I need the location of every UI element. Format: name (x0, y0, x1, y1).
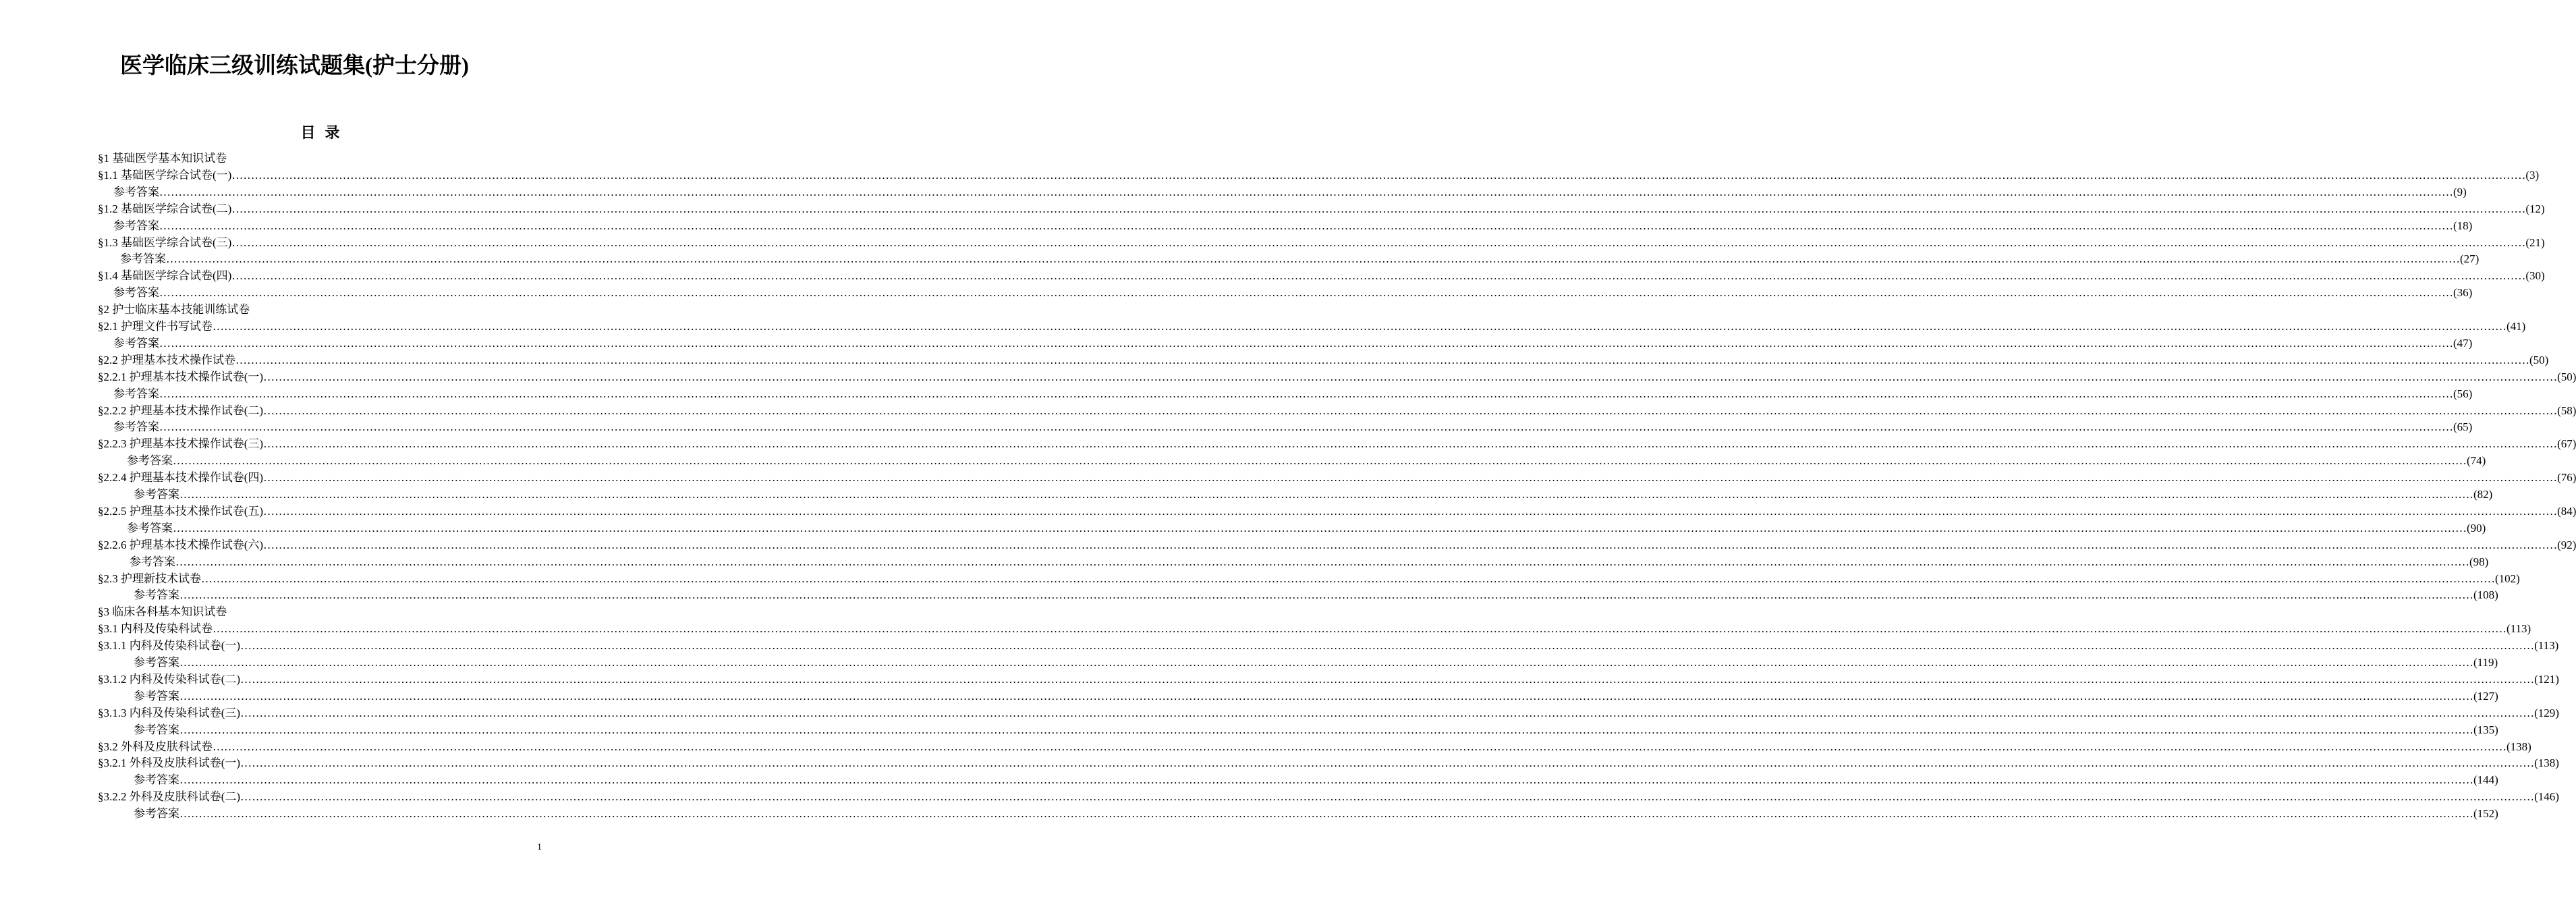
toc-entry-label: §1.1 基础医学综合试卷(一) (98, 168, 232, 182)
toc-entry-label: §2.2.4 护理基本技术操作试卷(四) (98, 471, 264, 485)
toc-entry-page: (119) (2473, 656, 2498, 669)
toc-entry-page: (27) (2460, 252, 2480, 266)
toc-leader-dots: …………………………………………………………………………………………………………………………………………………………………………………………………………………………………………………………………………………………………………………………………………………………………………………………………………………………………………………………………………………………………………………………………………………… (263, 370, 2558, 383)
toc-entry-page: (146) (2534, 790, 2559, 804)
toc-leader-dots: …………………………………………………………………………………………………………………………………………………………………………………………………………………………………………………………………………………………………………………………………………………………………………………………………………………………………………………………………………………………………………………………………………………… (263, 437, 2558, 451)
toc-leader-dots: …………………………………………………………………………………………………………………………………………………………………………………………………………………………………………………………………………………………………………………………………………………………………………………………………………………………………………………………………………………………………………………………………………………… (179, 488, 2473, 501)
toc-leader-dots: …………………………………………………………………………………………………………………………………………………………………………………………………………………………………………………………………………………………………………………………………………………………………………………………………………………………………………………………………………………………………………………………………………………… (231, 168, 2526, 182)
toc-leader-dots: …………………………………………………………………………………………………………………………………………………………………………………………………………………………………………………………………………………………………………………………………………………………………………………………………………………………………………………………………………………………………………………………………………………… (179, 807, 2473, 821)
toc-entry-label: 参考答案 (134, 488, 179, 501)
toc-entry-label: 参考答案 (113, 185, 159, 198)
toc-entry-page: (50) (2529, 353, 2549, 366)
toc-entry-page: (138) (2534, 757, 2559, 770)
toc-leader-dots: …………………………………………………………………………………………………………………………………………………………………………………………………………………………………………………………………………………………………………………………………………………………………………………………………………………………………………………………………………………………………………………………………………………… (159, 387, 2453, 400)
toc-entry-label: §2.2.1 护理基本技术操作试卷(一) (98, 370, 264, 383)
toc-entry-label: §3.1.2 内科及传染科试卷(二) (98, 672, 241, 686)
toc-entry-page: (50) (2557, 370, 2576, 383)
toc-entry-label: 参考答案 (113, 286, 159, 300)
toc-leader-dots: …………………………………………………………………………………………………………………………………………………………………………………………………………………………………………………………………………………………………………………………………………………………………………………………………………………………………………………………………………………………………………………………………………………… (173, 521, 2467, 534)
toc-entry-label: §2.2.3 护理基本技术操作试卷(三) (98, 437, 264, 451)
toc-entry-label: §2.2.5 护理基本技术操作试卷(五) (98, 504, 264, 518)
toc-entry[interactable] (98, 570, 2520, 587)
toc-leader-dots: …………………………………………………………………………………………………………………………………………………………………………………………………………………………………………………………………………………………………………………………………………………………………………………………………………………………………………………………………………………………………………………………………………………… (240, 757, 2535, 770)
toc-leader-dots: …………………………………………………………………………………………………………………………………………………………………………………………………………………………………………………………………………………………………………………………………………………………………………………………………………………………………………………………………………………………………………………………………………………… (213, 320, 2507, 333)
toc-entry[interactable] (98, 234, 2545, 251)
toc-leader-dots: …………………………………………………………………………………………………………………………………………………………………………………………………………………………………………………………………………………………………………………………………………………………………………………………………………………………………………………………………………………………………………………………………………………… (179, 723, 2473, 736)
toc-entry-label: 参考答案 (127, 521, 173, 534)
toc-entry-label: §2.2 护理基本技术操作试卷 (98, 353, 235, 366)
toc-entry-label: 参考答案 (134, 689, 179, 703)
toc-entry-page: (144) (2473, 773, 2498, 787)
toc-entry-label: 参考答案 (134, 656, 179, 669)
toc-entry[interactable] (98, 167, 2540, 184)
toc-entry-page: (76) (2557, 471, 2576, 485)
toc-entry[interactable] (98, 301, 250, 318)
toc-entry-label: §1.2 基础医学综合试卷(二) (98, 202, 232, 215)
toc-entry-label: 参考答案 (134, 773, 179, 787)
toc-entry-page: (36) (2453, 286, 2473, 300)
toc-entry-page: (21) (2525, 236, 2545, 249)
toc-entry[interactable] (120, 250, 2480, 267)
toc-entry-page: (92) (2557, 538, 2576, 551)
toc-entry[interactable] (134, 486, 2493, 503)
toc-leader-dots: …………………………………………………………………………………………………………………………………………………………………………………………………………………………………………………………………………………………………………………………………………………………………………………………………………………………………………………………………………………………………………………………………………………… (240, 639, 2535, 653)
toc-leader-dots: …………………………………………………………………………………………………………………………………………………………………………………………………………………………………………………………………………………………………………………………………………………………………………………………………………………………………………………………………………………………………………………………………………………… (240, 706, 2535, 719)
toc-heading: 目 录 (300, 124, 341, 141)
toc-entry-label: §2.2.2 护理基本技术操作试卷(二) (98, 404, 264, 417)
toc-entry-page: (74) (2467, 454, 2486, 468)
toc-entry[interactable] (113, 385, 2473, 402)
toc-entry-page: (65) (2453, 420, 2473, 434)
toc-entry[interactable] (98, 620, 2531, 637)
toc-leader-dots: …………………………………………………………………………………………………………………………………………………………………………………………………………………………………………………………………………………………………………………………………………………………………………………………………………………………………………………………………………………………………………………………………………………… (179, 656, 2473, 669)
toc-leader-dots: …………………………………………………………………………………………………………………………………………………………………………………………………………………………………………………………………………………………………………………………………………………………………………………………………………………………………………………………………………………………………………………………………………………… (159, 336, 2453, 350)
toc-entry-page: (67) (2557, 437, 2576, 451)
toc-entry[interactable] (134, 771, 2498, 788)
toc-entry[interactable] (134, 805, 2498, 822)
toc-entry-page: (152) (2473, 807, 2498, 821)
toc-entry-label: 参考答案 (113, 420, 159, 434)
toc-entry-label: §2.3 护理新技术试卷 (98, 572, 201, 585)
toc-entry-label: 参考答案 (120, 252, 166, 266)
toc-entry[interactable] (98, 469, 2576, 486)
toc-entry-label: §1 基础医学基本知识试卷 (98, 152, 227, 165)
toc-entry[interactable] (134, 721, 2498, 738)
toc-entry[interactable] (130, 553, 2489, 570)
toc-entry-label: §3.1 内科及传染科试卷 (98, 622, 213, 636)
toc-entry-label: §3.1.1 内科及传染科试卷(一) (98, 639, 241, 653)
toc-entry-label: 参考答案 (134, 807, 179, 821)
toc-entry[interactable] (98, 754, 2559, 771)
toc-leader-dots: …………………………………………………………………………………………………………………………………………………………………………………………………………………………………………………………………………………………………………………………………………………………………………………………………………………………………………………………………………………………………………………………………………………… (159, 420, 2453, 434)
toc-entry-page: (108) (2473, 588, 2498, 602)
toc-entry-page: (58) (2557, 404, 2576, 417)
toc-leader-dots: …………………………………………………………………………………………………………………………………………………………………………………………………………………………………………………………………………………………………………………………………………………………………………………………………………………………………………………………………………………………………………………………………………………… (235, 353, 2529, 366)
toc-entry-page: (138) (2507, 740, 2531, 753)
toc-entry-page: (41) (2507, 320, 2526, 333)
toc-entry-page: (47) (2453, 336, 2473, 350)
toc-entry[interactable] (98, 671, 2559, 688)
toc-entry-label: 参考答案 (113, 219, 159, 232)
toc-leader-dots: …………………………………………………………………………………………………………………………………………………………………………………………………………………………………………………………………………………………………………………………………………………………………………………………………………………………………………………………………………………………………………………………………………………… (213, 622, 2507, 636)
toc-entry-label: §3.2.1 外科及皮肤科试卷(一) (98, 757, 241, 770)
toc-entry-label: §1.3 基础医学综合试卷(三) (98, 236, 232, 249)
toc-entry[interactable] (134, 654, 2498, 671)
toc-entry[interactable] (113, 335, 2473, 352)
toc-entry[interactable] (98, 738, 2531, 755)
toc-leader-dots: …………………………………………………………………………………………………………………………………………………………………………………………………………………………………………………………………………………………………………………………………………………………………………………………………………………………………………………………………………………………………………………………………………………… (175, 555, 2469, 568)
toc-leader-dots: …………………………………………………………………………………………………………………………………………………………………………………………………………………………………………………………………………………………………………………………………………………………………………………………………………………………………………………………………………………………………………………………………………………… (263, 538, 2558, 551)
toc-entry-page: (84) (2557, 504, 2576, 518)
document-title: 医学临床三级训练试题集(护士分册) (120, 54, 469, 78)
toc-entry-page: (135) (2473, 723, 2498, 736)
toc-entry[interactable] (98, 435, 2576, 452)
toc-entry-label: §3.1.3 内科及传染科试卷(三) (98, 706, 241, 719)
toc-entry-page: (113) (2507, 622, 2531, 636)
toc-entry-label: §3.2 外科及皮肤科试卷 (98, 740, 213, 753)
toc-leader-dots: …………………………………………………………………………………………………………………………………………………………………………………………………………………………………………………………………………………………………………………………………………………………………………………………………………………………………………………………………………………………………………………………………………………… (231, 202, 2526, 215)
toc-entry[interactable] (98, 352, 2549, 368)
toc-leader-dots: …………………………………………………………………………………………………………………………………………………………………………………………………………………………………………………………………………………………………………………………………………………………………………………………………………………………………………………………………………………………………………………………………………………… (179, 689, 2473, 703)
toc-entry[interactable] (98, 603, 227, 620)
toc-leader-dots: …………………………………………………………………………………………………………………………………………………………………………………………………………………………………………………………………………………………………………………………………………………………………………………………………………………………………………………………………………………………………………………………………………………… (263, 404, 2558, 417)
toc-entry-page: (127) (2473, 689, 2498, 703)
toc-entry-page: (30) (2525, 269, 2545, 283)
toc-leader-dots: …………………………………………………………………………………………………………………………………………………………………………………………………………………………………………………………………………………………………………………………………………………………………………………………………………………………………………………………………………………………………………………………………………………… (173, 454, 2467, 468)
toc-entry[interactable] (113, 184, 2467, 200)
toc-entry-label: §2 护士临床基本技能训练试卷 (98, 303, 250, 317)
toc-entry[interactable] (113, 418, 2473, 435)
page-number: 1 (537, 842, 542, 852)
toc-entry[interactable] (98, 537, 2576, 553)
toc-entry-page: (121) (2534, 672, 2559, 686)
toc-leader-dots: …………………………………………………………………………………………………………………………………………………………………………………………………………………………………………………………………………………………………………………………………………………………………………………………………………………………………………………………………………………………………………………………………………………… (201, 572, 2495, 585)
toc-entry-page: (12) (2525, 202, 2545, 215)
toc-entry[interactable] (134, 586, 2498, 603)
toc-entry[interactable] (98, 637, 2559, 654)
toc-entry-page: (113) (2534, 639, 2559, 653)
toc-entry-label: §3.2.2 外科及皮肤科试卷(二) (98, 790, 241, 804)
toc-entry[interactable] (113, 217, 2473, 234)
toc-entry[interactable] (98, 503, 2576, 520)
toc-leader-dots: …………………………………………………………………………………………………………………………………………………………………………………………………………………………………………………………………………………………………………………………………………………………………………………………………………………………………………………………………………………………………………………………………………………… (179, 588, 2473, 602)
toc-entry[interactable] (127, 452, 2486, 469)
toc-entry[interactable] (98, 267, 2545, 284)
toc-leader-dots: …………………………………………………………………………………………………………………………………………………………………………………………………………………………………………………………………………………………………………………………………………………………………………………………………………………………………………………………………………………………………………………………………………………… (263, 504, 2558, 518)
toc-entry[interactable] (98, 705, 2559, 721)
toc-entry[interactable] (98, 402, 2576, 419)
toc-entry[interactable] (98, 368, 2576, 385)
toc-entry-page: (18) (2453, 219, 2473, 232)
toc-entry[interactable] (113, 284, 2473, 301)
toc-entry-page: (82) (2473, 488, 2493, 501)
toc-entry[interactable] (98, 318, 2526, 335)
toc-entry-label: §2.2.6 护理基本技术操作试卷(六) (98, 538, 264, 551)
toc-entry[interactable] (134, 688, 2498, 705)
toc-entry-page: (3) (2525, 168, 2540, 182)
toc-leader-dots: …………………………………………………………………………………………………………………………………………………………………………………………………………………………………………………………………………………………………………………………………………………………………………………………………………………………………………………………………………………………………………………………………………………… (240, 672, 2535, 686)
toc-entry-label: §2.1 护理文件书写试卷 (98, 320, 213, 333)
toc-leader-dots: …………………………………………………………………………………………………………………………………………………………………………………………………………………………………………………………………………………………………………………………………………………………………………………………………………………………………………………………………………………………………………………………………………………… (231, 236, 2526, 249)
toc-entry-label: §1.4 基础医学综合试卷(四) (98, 269, 232, 283)
toc-leader-dots: …………………………………………………………………………………………………………………………………………………………………………………………………………………………………………………………………………………………………………………………………………………………………………………………………………………………………………………………………………………………………………………………………………………… (263, 471, 2558, 485)
toc-leader-dots: …………………………………………………………………………………………………………………………………………………………………………………………………………………………………………………………………………………………………………………………………………………………………………………………………………………………………………………………………………………………………………………………………………………… (159, 286, 2453, 300)
toc-entry-page: (9) (2453, 185, 2467, 198)
toc-entry-label: 参考答案 (130, 555, 175, 568)
toc-leader-dots: …………………………………………………………………………………………………………………………………………………………………………………………………………………………………………………………………………………………………………………………………………………………………………………………………………………………………………………………………………………………………………………………………………………… (166, 252, 2460, 266)
toc-entry[interactable] (127, 520, 2486, 537)
toc-entry-label: 参考答案 (113, 387, 159, 400)
toc-entry-page: (98) (2469, 555, 2489, 568)
toc-entry[interactable] (98, 788, 2559, 805)
toc-entry-label: 参考答案 (127, 454, 173, 468)
toc-entry-label: 参考答案 (134, 588, 179, 602)
toc-entry-page: (102) (2495, 572, 2520, 585)
toc-leader-dots: …………………………………………………………………………………………………………………………………………………………………………………………………………………………………………………………………………………………………………………………………………………………………………………………………………………………………………………………………………………………………………………………………………………… (240, 790, 2535, 804)
toc-entry-label: 参考答案 (134, 723, 179, 736)
toc-entry-page: (90) (2467, 521, 2486, 534)
toc-entry-label: §3 临床各科基本知识试卷 (98, 605, 227, 619)
toc-leader-dots: …………………………………………………………………………………………………………………………………………………………………………………………………………………………………………………………………………………………………………………………………………………………………………………………………………………………………………………………………………………………………………………………………………………… (159, 219, 2453, 232)
toc-leader-dots: …………………………………………………………………………………………………………………………………………………………………………………………………………………………………………………………………………………………………………………………………………………………………………………………………………………………………………………………………………………………………………………………………………………… (159, 185, 2453, 198)
toc-leader-dots: …………………………………………………………………………………………………………………………………………………………………………………………………………………………………………………………………………………………………………………………………………………………………………………………………………………………………………………………………………………………………………………………………………………… (213, 740, 2507, 753)
toc-entry-page: (129) (2534, 706, 2559, 719)
toc-entry[interactable] (98, 150, 227, 167)
toc-entry-label: 参考答案 (113, 336, 159, 350)
toc-entry[interactable] (98, 200, 2545, 217)
toc-leader-dots: …………………………………………………………………………………………………………………………………………………………………………………………………………………………………………………………………………………………………………………………………………………………………………………………………………………………………………………………………………………………………………………………………………………… (231, 269, 2526, 283)
toc-leader-dots: …………………………………………………………………………………………………………………………………………………………………………………………………………………………………………………………………………………………………………………………………………………………………………………………………………………………………………………………………………………………………………………………………………………… (179, 773, 2473, 787)
toc-entry-page: (56) (2453, 387, 2473, 400)
